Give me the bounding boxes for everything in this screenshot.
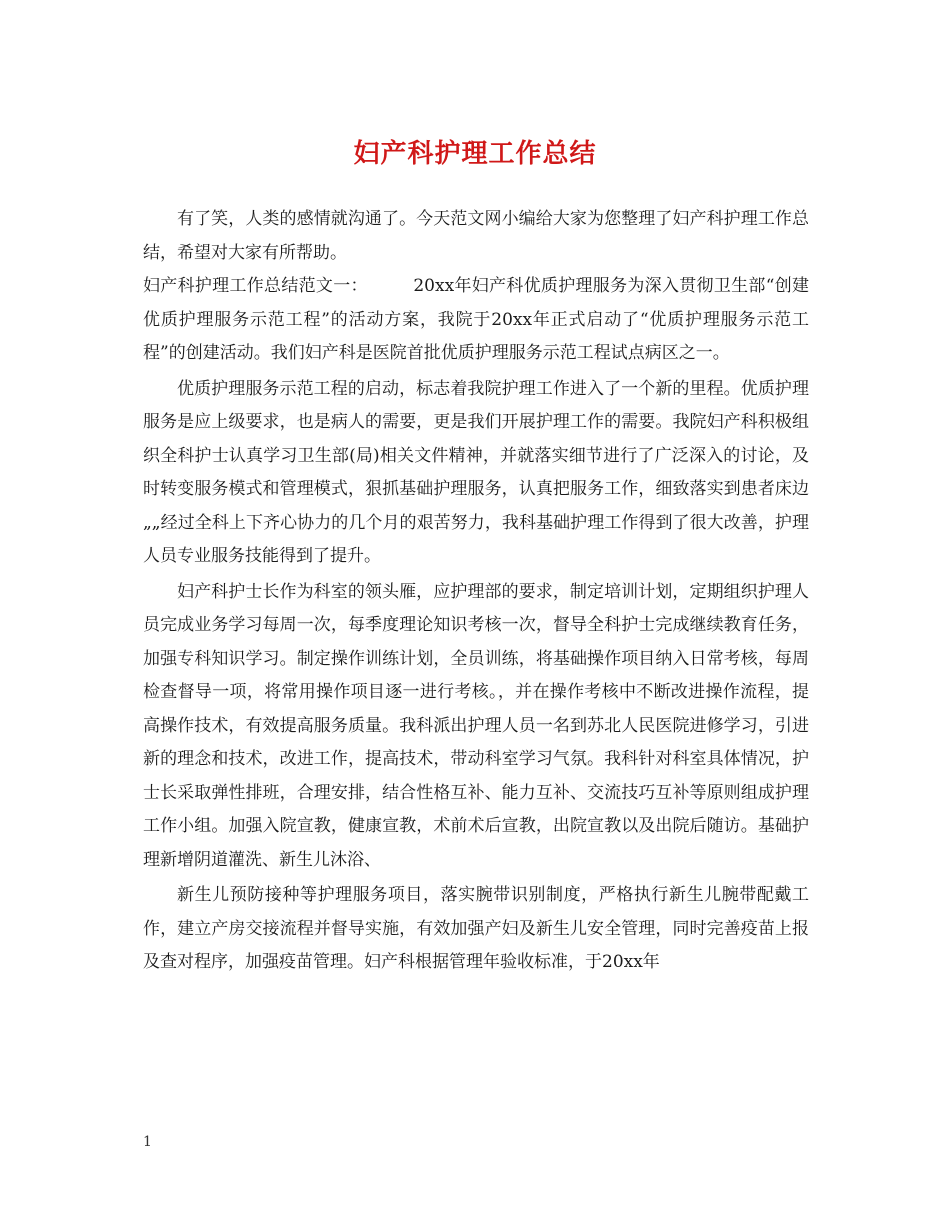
document-title: 妇产科护理工作总结 <box>353 139 597 169</box>
head-nurse-paragraph: 妇产科护士长作为科室的领头雁，应护理部的要求，制定培训计划，定期组织护理人员完成业务学习每周一次，每季度理论知识考核一次，督导全科护士完成继续教育任务，加强专科知识学习。制定操作训练计划，全员训练，将基础操作项目纳入日常考核，每周检查督导一项，将常用操作项目逐一进行考核。，并在操作考核中不断改进操作流程，提高操作技术，有效提高服务质量。我科派出护理人员一名到苏北人民医院进修学习，引进新的理念和技术，改进工作，提高技术，带动科室学习气氛。我科针对科室具体情况，护士长采取弹性排班，合理安排，结合性格互补、能力互补、交流技巧互补等原则组成护理工作小组。加强入院宣教，健康宣教，术前术后宣教，出院宣教以及出院后随访。基础护理新增阴道灌洗、新生儿沐浴、 <box>143 581 809 870</box>
page-number: 1 <box>143 1134 152 1150</box>
intro-paragraph: 有了笑，人类的感情就沟通了。今天范文网小编给大家为您整理了妇产科护理工作总结，希望对大家有所帮助。 <box>143 209 809 263</box>
document-body <box>143 203 809 980</box>
sample-one-paragraph: 妇产科护理工作总结范文一： 20xx年妇产科优质护理服务为深入贯彻卫生部“创建优质护理服务示范工程”的活动方案，我院于20xx年正式启动了“优质护理服务示范工程”的创建活动。我们妇产科是医院首批优质护理服务示范工程试点病区之一。 <box>143 276 809 363</box>
newborn-care-paragraph: 新生儿预防接种等护理服务项目，落实腕带识别制度，严格执行新生儿腕带配戴工作，建立产房交接流程并督导实施，有效加强产妇及新生儿安全管理，同时完善疫苗上报及查对程序，加强疫苗管理。妇产科根据管理年验收标准，于20xx年 <box>143 885 809 972</box>
quality-care-paragraph: 优质护理服务示范工程的启动，标志着我院护理工作进入了一个新的里程。优质护理服务是应上级要求，也是病人的需要，更是我们开展护理工作的需要。我院妇产科积极组织全科护士认真学习卫生部(局)相关文件精神，并就落实细节进行了广泛深入的讨论，及时转变服务模式和管理模式，狠抓基础护理服务，认真把服务工作，细致落实到患者床边„„经过全科上下齐心协力的几个月的艰苦努力，我科基础护理工作得到了很大改善，护理人员专业服务技能得到了提升。 <box>143 378 809 566</box>
